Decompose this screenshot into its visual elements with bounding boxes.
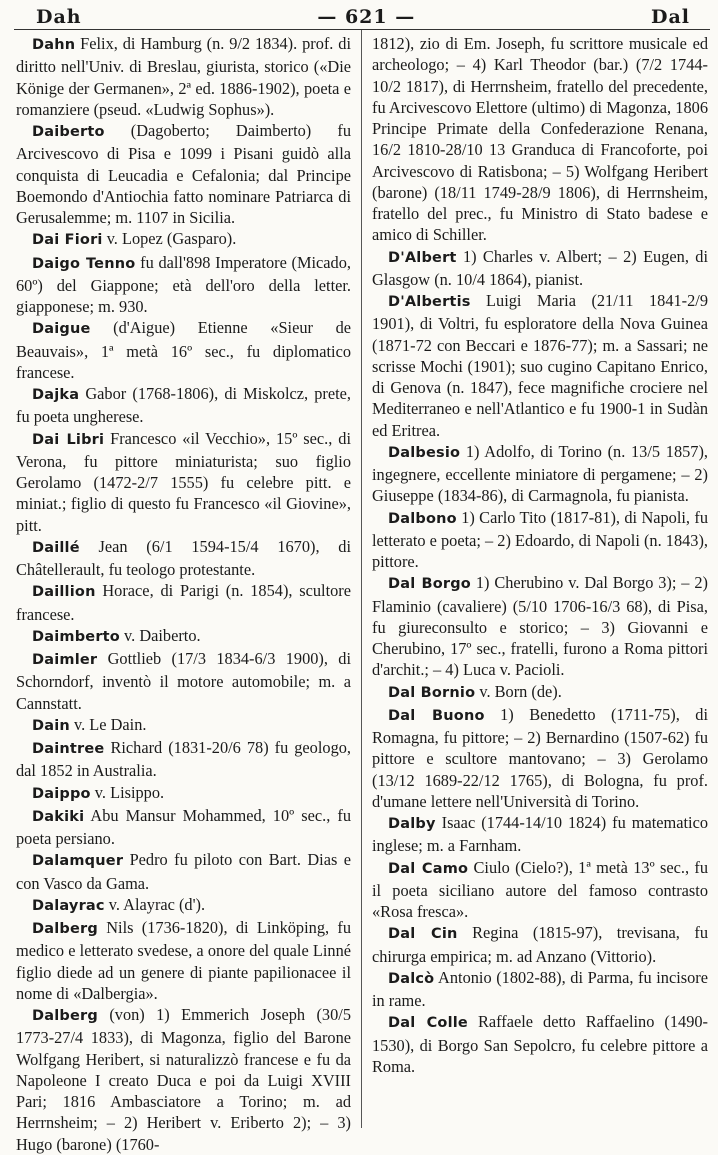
entry-headword: Daigue (32, 321, 91, 338)
entry-headword: Dakiki (32, 808, 85, 825)
entry-text: v. Lopez (Gasparo). (102, 229, 237, 249)
dictionary-entry (372, 290, 708, 441)
dictionary-entry (372, 922, 708, 967)
entry-text: Luigi Maria (21/11 1841-2/9 1901), di Voltri, fu esploratore della Nova Guinea (1871-72 con Beccari e 1876-77); m. a Sassari; ne scrisse Mochi (1901); suo cugino Capitano Enrico, di Genova (n. 1847), fece magnifiche crociere nel Mediterraneo e nell'Atlantico e fu 1900-1 in Sudàn ed Eritrea. (372, 291, 708, 440)
dictionary-entry (16, 648, 351, 714)
entry-headword: D'Albert (388, 249, 457, 266)
right-column (362, 30, 710, 1128)
entry-text: Horace, di Parigi (n. 1854), scultore francese. (16, 581, 351, 624)
entry-headword: Dahn (32, 37, 76, 53)
entry-headword: Dain (32, 717, 70, 734)
entry-text: Regina (1815-97), trevisana, fu chirurga empirica; m. ad Anzano (Vittorio). (372, 923, 708, 966)
entry-text: v. Alayrac (d'). (104, 894, 206, 914)
entry-text: Richard (1831-20/6 78) fu geologo, dal 1852 in Australia. (16, 738, 351, 781)
entry-text: Isaac (1744-14/10 1824) fu matematico inglese; m. a Farnham. (372, 813, 708, 856)
entry-headword: D'Albertis (388, 294, 471, 310)
dictionary-entry (372, 857, 708, 923)
dictionary-entry (16, 805, 351, 850)
dictionary-entry (16, 782, 351, 805)
entry-text: 1) Carlo Tito (1817-81), di Napoli, fu letterato e poeta; – 2) Edoardo, di Napoli (n. 1843), pittore. (372, 507, 708, 571)
dictionary-entry (16, 33, 351, 120)
dictionary-entry (372, 507, 708, 573)
entry-headword: Daillé (32, 539, 80, 556)
dictionary-entry (372, 967, 708, 1012)
entry-headword: Dalby (388, 816, 436, 832)
dictionary-entry (16, 428, 351, 536)
dictionary-entry (372, 681, 708, 704)
entry-headword: Daippo (32, 785, 91, 802)
dictionary-entry (16, 917, 351, 1004)
dictionary-entry (16, 383, 351, 428)
entry-text: (Dagoberto; Daimberto) fu Arcivescovo di Pisa e 1099 i Pisani guidò alla conquista di Leucadia e Cefalonia; dal Principe Boemondo d'Antiochia fatto nominare Patriarca di Gerusalemme; m. 1107 in Sicilia. (16, 121, 351, 227)
entry-text: (von) 1) Emmerich Joseph (30/5 1773-27/4 1833), di Magonza, figlio del Barone Wolfgang Heribert, si naturalizzò francese e fu da Napoleone I creato Duca e poi da Luigi XVIII Pari; 1816 Ambasciatore a Torino; m. ad Herrnsheim; – 2) Heribert v. Eriberto 2); – 3) Hugo (barone) (1760- (16, 1005, 351, 1154)
entry-headword: Dal Buono (388, 707, 485, 724)
entry-headword: Daigo Tenno (32, 255, 136, 272)
dictionary-entry (372, 1011, 708, 1077)
dictionary-entry (372, 812, 708, 857)
entry-text: 1812), zio di Em. Joseph, fu scrittore musicale ed archeologo; – 4) Karl Theodor (bar.) (7/2 1744-10/2 1817), di Herrnsheim, fratello del precedente, fu Arcivescovo Elettore (ultimo) di Magonza, 1806 Principe Primate della Confederazione Renana, 16/2 1810-28/10 13 Granduca di Francoforte, poi Arcivescovo di Ratisbona; – 5) Wolfgang Heribert (barone) (18/11 1749-28/9 1806), di Herrnsheim, fratello del prec., fu Ministro di Stato badese e amico di Schiller. (372, 34, 708, 245)
entry-text: v. Lisippo. (90, 782, 165, 802)
entry-text: fu dall'898 Imperatore (Micado, 60º) del Giappone; età dell'oro della letter. giapponese; m. 930. (16, 252, 351, 316)
entry-text: v. Daiberto. (119, 625, 201, 645)
entry-text: Abu Mansur Mohammed, 10º sec., fu poeta persiano. (16, 805, 351, 848)
entry-text: Nils (1736-1820), di Linköping, fu medico e letterato svedese, a onore del quale Linné figlio diede ad un genere di piante papilionacee il nome di «Dalbergia». (16, 918, 351, 1003)
entry-text: Ciulo (Cielo?), 1ª metà 13º sec., fu il poeta siciliano autore del famoso contrasto «Rosa fresca». (372, 857, 708, 921)
dictionary-entry (16, 849, 351, 894)
entry-headword: Daiberto (32, 124, 105, 140)
entry-headword: Daimler (32, 652, 98, 668)
entry-text: Francesco «il Vecchio», 15º sec., di Verona, fu pittore miniaturista; suo figlio Gerolamo (1472-2/7 1555) fu celebre pitt. e miniat.; figlio di questo fu Francesco «il Giovine», pitt. (16, 428, 351, 535)
entry-text: Pedro fu piloto con Bart. Dias e con Vasco da Gama. (16, 850, 351, 893)
dictionary-entry (16, 120, 351, 228)
dictionary-entry (16, 1004, 351, 1155)
entry-text: Gottlieb (17/3 1834-6/3 1900), di Schorndorf, inventò il motore automobile; m. a Cannstatt. (16, 649, 351, 713)
dictionary-entry (16, 317, 351, 383)
dictionary-entry (372, 246, 708, 291)
entry-text: 1) Charles v. Albert; – 2) Eugen, di Glasgow (n. 10/4 1864), pianist. (372, 246, 708, 289)
dictionary-entry (372, 441, 708, 507)
entry-headword: Dajka (32, 387, 80, 403)
dictionary-entry (372, 572, 708, 680)
entry-text: 1) Cherubino v. Dal Borgo 3); – 2) Flaminio (cavaliere) (5/10 1706-16/3 68), di Pisa, fu giureconsulto e storico; – 3) Giovanni e Cherubino, 17º sec., fratelli, furono a Roma pittori d'archit.; – 4) Luca v. Pacioli. (372, 573, 708, 680)
entry-text: Raffaele detto Raffaelino (1490-1530), di Borgo San Sepolcro, fu celebre pittore a Roma. (372, 1012, 708, 1076)
entry-headword: Dal Cin (388, 926, 458, 943)
dictionary-entry (16, 714, 351, 737)
entry-text: Felix, di Hamburg (n. 9/2 1834). prof. di diritto nell'Univ. di Breslau, giurista, storico («Die Könige der Germanen», 2ª ed. 1886-1902), poeta e romanziere (pseud. «Ludwig Sophus»). (16, 34, 351, 119)
dictionary-entry (372, 33, 708, 246)
entry-text: v. Le Dain. (69, 714, 147, 734)
entry-headword: Dal Colle (388, 1015, 468, 1032)
entry-text: v. Born (de). (475, 681, 562, 701)
entry-headword: Dal Borgo (388, 576, 471, 593)
dictionary-entry (16, 894, 351, 917)
dictionary-entry (16, 580, 351, 625)
left-column (14, 30, 362, 1154)
entry-headword: Dalbono (388, 510, 457, 527)
entry-headword: Dalbesio (388, 444, 461, 461)
entry-text: (d'Aigue) Etienne «Sieur de Beauvais», 1ª metà 16º sec., fu diplomatico francese. (16, 318, 351, 382)
entry-text: 1) Adolfo, di Torino (n. 13/5 1857), ingegnere, eccellente miniatore di pergamene; – 2) Giuseppe (1834-86), di Carmagnola, fu pianista. (372, 441, 708, 506)
entry-headword: Dal Bornio (388, 684, 476, 701)
dictionary-entry (16, 536, 351, 581)
entry-text: Gabor (1768-1806), di Miskolcz, prete, fu poeta ungherese. (16, 384, 351, 427)
entry-headword: Dai Fiori (32, 232, 103, 249)
entry-headword: Daimberto (32, 628, 120, 645)
dictionary-entry (16, 252, 351, 318)
dictionary-entry (16, 625, 351, 648)
entry-headword: Daillion (32, 584, 96, 601)
entry-headword: Dal Camo (388, 860, 469, 877)
dictionary-entry (16, 228, 351, 251)
dictionary-entry (372, 704, 708, 812)
entry-text: Antonio (1802-88), di Parma, fu incisore in rame. (372, 967, 708, 1010)
right-guide-word: Dal (650, 6, 690, 28)
entry-headword: Dalayrac (32, 897, 105, 914)
left-guide-word: Dah (36, 6, 82, 28)
entry-text: 1) Benedetto (1711-75), di Romagna, fu pittore; – 2) Bernardino (1507-62) fu pittore e scultore mantovano; – 3) Gerolamo (13/12 1689-22/12 1765), di Bologna, fu prof. d'umane lettere nell'Università di Torino. (372, 704, 708, 811)
entry-headword: Dalcò (388, 970, 435, 987)
entry-headword: Daintree (32, 741, 105, 757)
entry-headword: Dai Libri (32, 431, 105, 448)
page-number: — 621 — (317, 6, 416, 28)
entry-headword: Dalberg (32, 1008, 98, 1024)
dictionary-entry (16, 737, 351, 782)
text-columns (14, 30, 710, 1154)
running-head (14, 0, 710, 30)
entry-headword: Dalberg (32, 921, 98, 937)
entry-text: Jean (6/1 1594-15/4 1670), di Châtellerault, fu teologo protestante. (16, 536, 351, 579)
entry-headword: Dalamquer (32, 853, 124, 870)
